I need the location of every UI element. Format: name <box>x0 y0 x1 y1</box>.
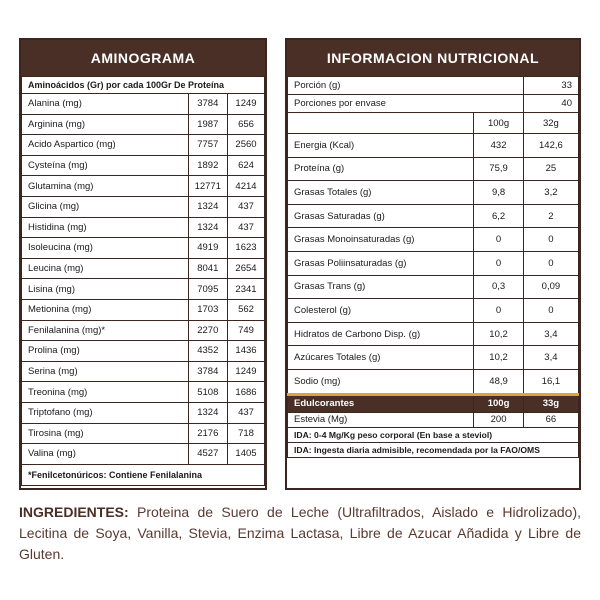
aminograma-row <box>22 155 265 176</box>
aminograma-row <box>22 361 265 382</box>
amino-name: Acido Aspartico (mg) <box>22 135 189 156</box>
amino-value-2: 1405 <box>228 444 265 465</box>
nutrient-name: Colesterol (g) <box>288 299 474 323</box>
amino-value-1: 1324 <box>188 402 227 423</box>
aminograma-row <box>22 320 265 341</box>
amino-name: Lisina (mg) <box>22 279 189 300</box>
amino-value-1: 5108 <box>188 382 227 403</box>
amino-value-1: 4527 <box>188 444 227 465</box>
nutrition-row <box>288 228 579 252</box>
amino-value-2: 437 <box>228 196 265 217</box>
nutrient-name: Hidratos de Carbono Disp. (g) <box>288 322 474 346</box>
amino-name: Triptofano (mg) <box>22 402 189 423</box>
amino-name: Alanina (mg) <box>22 94 189 115</box>
amino-value-1: 7095 <box>188 279 227 300</box>
nutrient-value-100g: 75,9 <box>474 157 524 181</box>
amino-value-2: 4214 <box>228 176 265 197</box>
nutrient-value-100g: 6,2 <box>474 204 524 228</box>
amino-value-2: 2560 <box>228 135 265 156</box>
amino-name: Serina (mg) <box>22 361 189 382</box>
amino-value-2: 1686 <box>228 382 265 403</box>
aminograma-row <box>22 196 265 217</box>
nutrition-header-blank <box>288 113 474 134</box>
nutrient-value-portion: 25 <box>523 157 578 181</box>
amino-value-1: 4352 <box>188 341 227 362</box>
aminograma-row <box>22 217 265 238</box>
nutrient-name: Proteína (g) <box>288 157 474 181</box>
amino-value-1: 1324 <box>188 196 227 217</box>
aminograma-rows <box>22 94 265 465</box>
amino-value-2: 624 <box>228 155 265 176</box>
porcion-label: Porción (g) <box>288 77 524 95</box>
nutrient-name: Grasas Saturadas (g) <box>288 204 474 228</box>
amino-name: Glutamina (mg) <box>22 176 189 197</box>
amino-value-1: 12771 <box>188 176 227 197</box>
nutrient-name: Azúcares Totales (g) <box>288 346 474 370</box>
nutrition-row <box>288 134 579 158</box>
porcion-row <box>288 77 579 95</box>
nutrient-value-100g: 48,9 <box>474 369 524 394</box>
nutrient-value-100g: 0 <box>474 251 524 275</box>
amino-name: Glicina (mg) <box>22 196 189 217</box>
nutrient-value-portion: 3,4 <box>523 322 578 346</box>
nutrient-name: Energia (Kcal) <box>288 134 474 158</box>
amino-value-2: 718 <box>228 423 265 444</box>
amino-value-2: 1249 <box>228 94 265 115</box>
nutrition-col1-header: 100g <box>474 113 524 134</box>
nutrition-row <box>288 369 579 394</box>
nutrition-row <box>288 157 579 181</box>
aminograma-row <box>22 114 265 135</box>
ida-note-row <box>288 427 579 442</box>
porciones-value: 40 <box>523 95 578 113</box>
aminograma-row <box>22 258 265 279</box>
amino-value-2: 1436 <box>228 341 265 362</box>
nutrient-value-portion: 0,09 <box>523 275 578 299</box>
nutrient-value-portion: 3,2 <box>523 181 578 205</box>
aminograma-row <box>22 238 265 259</box>
aminograma-row <box>22 423 265 444</box>
nutrition-rows <box>288 134 579 395</box>
amino-name: Leucina (mg) <box>22 258 189 279</box>
nutrition-row <box>288 299 579 323</box>
nutrient-value-100g: 432 <box>474 134 524 158</box>
edulcorantes-col2: 33g <box>523 394 578 412</box>
nutrient-name: Grasas Totales (g) <box>288 181 474 205</box>
amino-name: Tirosina (mg) <box>22 423 189 444</box>
nutrient-name: Sodio (mg) <box>288 369 474 394</box>
amino-value-2: 437 <box>228 402 265 423</box>
aminograma-row <box>22 299 265 320</box>
amino-value-1: 1703 <box>188 299 227 320</box>
nutrient-value-100g: 9,8 <box>474 181 524 205</box>
amino-name: Fenilalanina (mg)* <box>22 320 189 341</box>
amino-value-2: 1623 <box>228 238 265 259</box>
stevia-label: Estevia (Mg) <box>288 412 474 427</box>
aminograma-row <box>22 402 265 423</box>
nutrient-value-portion: 142,6 <box>523 134 578 158</box>
amino-value-1: 3784 <box>188 94 227 115</box>
aminograma-footnote-row <box>22 464 265 485</box>
edulcorantes-label: Edulcorantes <box>288 394 474 412</box>
nutrient-value-100g: 10,2 <box>474 322 524 346</box>
amino-name: Valina (mg) <box>22 444 189 465</box>
aminograma-row <box>22 341 265 362</box>
aminograma-title: AMINOGRAMA <box>21 40 265 76</box>
nutrition-row <box>288 251 579 275</box>
aminograma-row <box>22 382 265 403</box>
amino-value-2: 562 <box>228 299 265 320</box>
amino-value-1: 1987 <box>188 114 227 135</box>
aminograma-row <box>22 94 265 115</box>
aminograma-panel <box>19 38 267 490</box>
amino-value-2: 656 <box>228 114 265 135</box>
amino-value-2: 437 <box>228 217 265 238</box>
nutrient-value-portion: 0 <box>523 299 578 323</box>
amino-value-2: 2654 <box>228 258 265 279</box>
nutrient-value-100g: 0,3 <box>474 275 524 299</box>
amino-value-1: 2270 <box>188 320 227 341</box>
stevia-value-100g: 200 <box>474 412 524 427</box>
nutrition-table <box>287 76 579 458</box>
ingredients-block <box>19 502 581 565</box>
nutrition-row <box>288 204 579 228</box>
amino-value-1: 3784 <box>188 361 227 382</box>
nutrient-value-portion: 16,1 <box>523 369 578 394</box>
ingredients-label: INGREDIENTES: <box>19 504 129 520</box>
amino-name: Cysteína (mg) <box>22 155 189 176</box>
amino-name: Metionina (mg) <box>22 299 189 320</box>
amino-value-1: 7757 <box>188 135 227 156</box>
nutrition-row <box>288 275 579 299</box>
nutrient-name: Grasas Poliinsaturadas (g) <box>288 251 474 275</box>
edulcorantes-row <box>288 394 579 412</box>
ingredients-text: Proteina de Suero de Leche (Ultrafiltrados, Aislado e Hidrolizado), Lecitina de Soya, Vanilla, Stevia, Enzima Lactasa, Libre de Azucar Añadida y Libre de Gluten. <box>19 504 581 562</box>
porcion-value: 33 <box>523 77 578 95</box>
nutrient-value-100g: 10,2 <box>474 346 524 370</box>
nutrient-name: Grasas Monoinsaturadas (g) <box>288 228 474 252</box>
amino-value-1: 1324 <box>188 217 227 238</box>
porciones-label: Porciones por envase <box>288 95 524 113</box>
aminograma-row <box>22 279 265 300</box>
aminograma-subheader-row <box>22 77 265 94</box>
nutrition-panel <box>285 38 581 490</box>
ida-definition-row <box>288 442 579 457</box>
nutrition-row <box>288 322 579 346</box>
nutrition-title: INFORMACION NUTRICIONAL <box>287 40 579 76</box>
aminograma-table <box>21 76 265 486</box>
aminograma-row <box>22 135 265 156</box>
amino-value-1: 1892 <box>188 155 227 176</box>
amino-name: Isoleucina (mg) <box>22 238 189 259</box>
amino-value-2: 749 <box>228 320 265 341</box>
amino-value-1: 4919 <box>188 238 227 259</box>
nutrient-value-portion: 3,4 <box>523 346 578 370</box>
nutrition-col2-header: 32g <box>523 113 578 134</box>
nutrient-value-100g: 0 <box>474 228 524 252</box>
nutrient-value-100g: 0 <box>474 299 524 323</box>
aminograma-row <box>22 176 265 197</box>
edulcorantes-col1: 100g <box>474 394 524 412</box>
amino-value-2: 2341 <box>228 279 265 300</box>
amino-value-1: 2176 <box>188 423 227 444</box>
nutrition-row <box>288 181 579 205</box>
ida-note: IDA: 0-4 Mg/Kg peso corporal (En base a steviol) <box>288 427 579 442</box>
nutrient-value-portion: 0 <box>523 251 578 275</box>
amino-value-1: 8041 <box>188 258 227 279</box>
nutrient-value-portion: 0 <box>523 228 578 252</box>
aminograma-row <box>22 444 265 465</box>
aminograma-footnote: *Fenilcetonúricos: Contiene Fenilalanina <box>22 464 265 485</box>
amino-value-2: 1249 <box>228 361 265 382</box>
ida-definition: IDA: Ingesta diaria admisible, recomendada por la FAO/OMS <box>288 442 579 457</box>
amino-name: Prolina (mg) <box>22 341 189 362</box>
nutrient-name: Grasas Trans (g) <box>288 275 474 299</box>
nutrition-row <box>288 346 579 370</box>
nutrient-value-portion: 2 <box>523 204 578 228</box>
stevia-value-portion: 66 <box>523 412 578 427</box>
amino-name: Histidina (mg) <box>22 217 189 238</box>
stevia-row <box>288 412 579 427</box>
aminograma-subheader: Aminoácidos (Gr) por cada 100Gr De Proteína <box>22 77 265 94</box>
nutrition-column-header <box>288 113 579 134</box>
amino-name: Treonina (mg) <box>22 382 189 403</box>
amino-name: Arginina (mg) <box>22 114 189 135</box>
porciones-row <box>288 95 579 113</box>
